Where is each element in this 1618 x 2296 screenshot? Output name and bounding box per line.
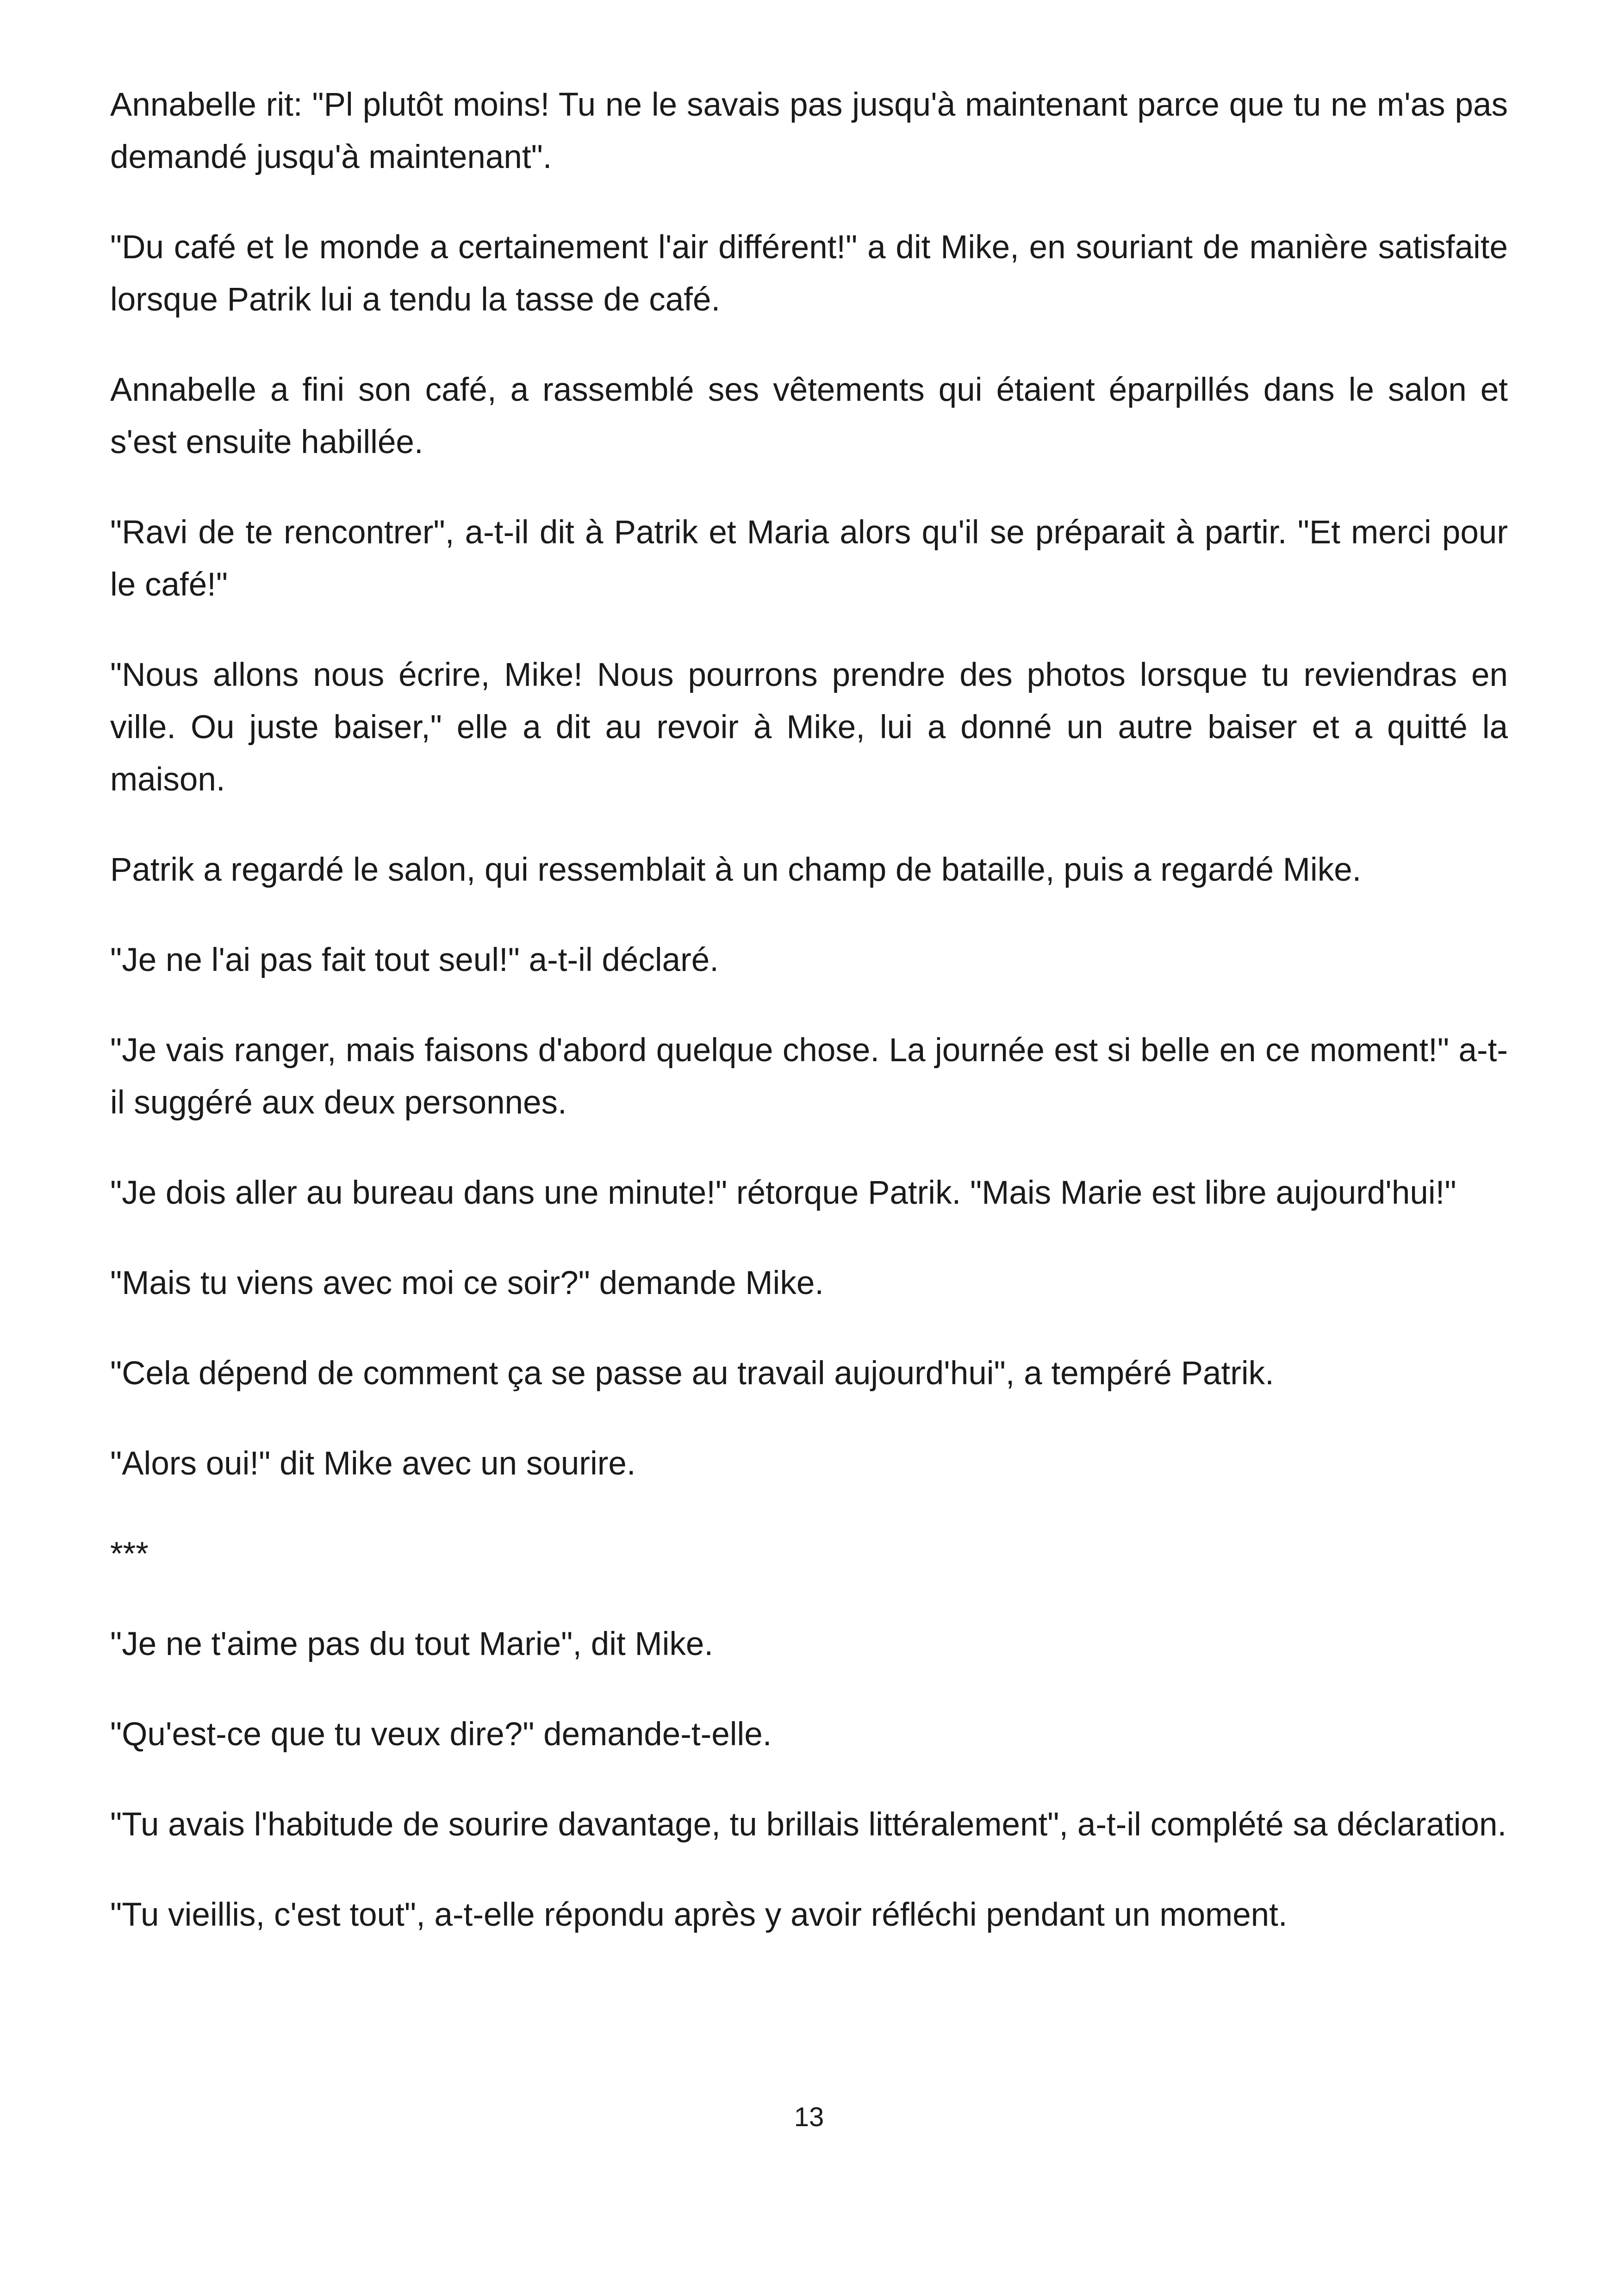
paragraph: "Ravi de te rencontrer", a-t-il dit à Patrik et Maria alors qu'il se préparait à partir. "Et merci pour le café!" bbox=[110, 514, 1508, 603]
paragraph: "Du café et le monde a certainement l'air différent!" a dit Mike, en souriant de manière satisfaite lorsque Patrik lui a tendu la tasse de café. bbox=[110, 229, 1508, 318]
scene-break: *** bbox=[110, 1536, 149, 1572]
page-number: 13 bbox=[794, 2102, 824, 2132]
paragraph: Annabelle rit: "Pl plutôt moins! Tu ne le savais pas jusqu'à maintenant parce que tu ne m'as pas demandé jusqu'à maintenant". bbox=[110, 87, 1508, 175]
paragraph: "Qu'est-ce que tu veux dire?" demande-t-elle. bbox=[110, 1716, 772, 1753]
paragraph: "Je ne t'aime pas du tout Marie", dit Mike. bbox=[110, 1626, 714, 1662]
paragraph: "Nous allons nous écrire, Mike! Nous pourrons prendre des photos lorsque tu reviendras en ville. Ou juste baiser," elle a dit au revoir à Mike, lui a donné un autre baiser et a quitté la maison. bbox=[110, 657, 1508, 798]
paragraph: Patrik a regardé le salon, qui ressemblait à un champ de bataille, puis a regardé Mike. bbox=[110, 852, 1362, 888]
paragraph: "Je vais ranger, mais faisons d'abord quelque chose. La journée est si belle en ce moment!" a-t-il suggéré aux deux personnes. bbox=[110, 1032, 1508, 1121]
paragraph: "Tu avais l'habitude de sourire davantage, tu brillais littéralement", a-t-il complété sa déclaration. bbox=[110, 1806, 1507, 1843]
page-body bbox=[110, 79, 1508, 1979]
paragraph: "Alors oui!" dit Mike avec un sourire. bbox=[110, 1445, 636, 1482]
paragraph: "Tu vieillis, c'est tout", a-t-elle répondu après y avoir réfléchi pendant un moment. bbox=[110, 1897, 1288, 1933]
paragraph: "Cela dépend de comment ça se passe au travail aujourd'hui", a tempéré Patrik. bbox=[110, 1355, 1274, 1392]
paragraph: "Je ne l'ai pas fait tout seul!" a-t-il déclaré. bbox=[110, 942, 719, 978]
paragraph: "Je dois aller au bureau dans une minute!" rétorque Patrik. "Mais Marie est libre aujourd'hui!" bbox=[110, 1175, 1456, 1211]
paragraph: "Mais tu viens avec moi ce soir?" demande Mike. bbox=[110, 1265, 824, 1301]
paragraph: Annabelle a fini son café, a rassemblé ses vêtements qui étaient éparpillés dans le salon et s'est ensuite habillée. bbox=[110, 372, 1508, 460]
